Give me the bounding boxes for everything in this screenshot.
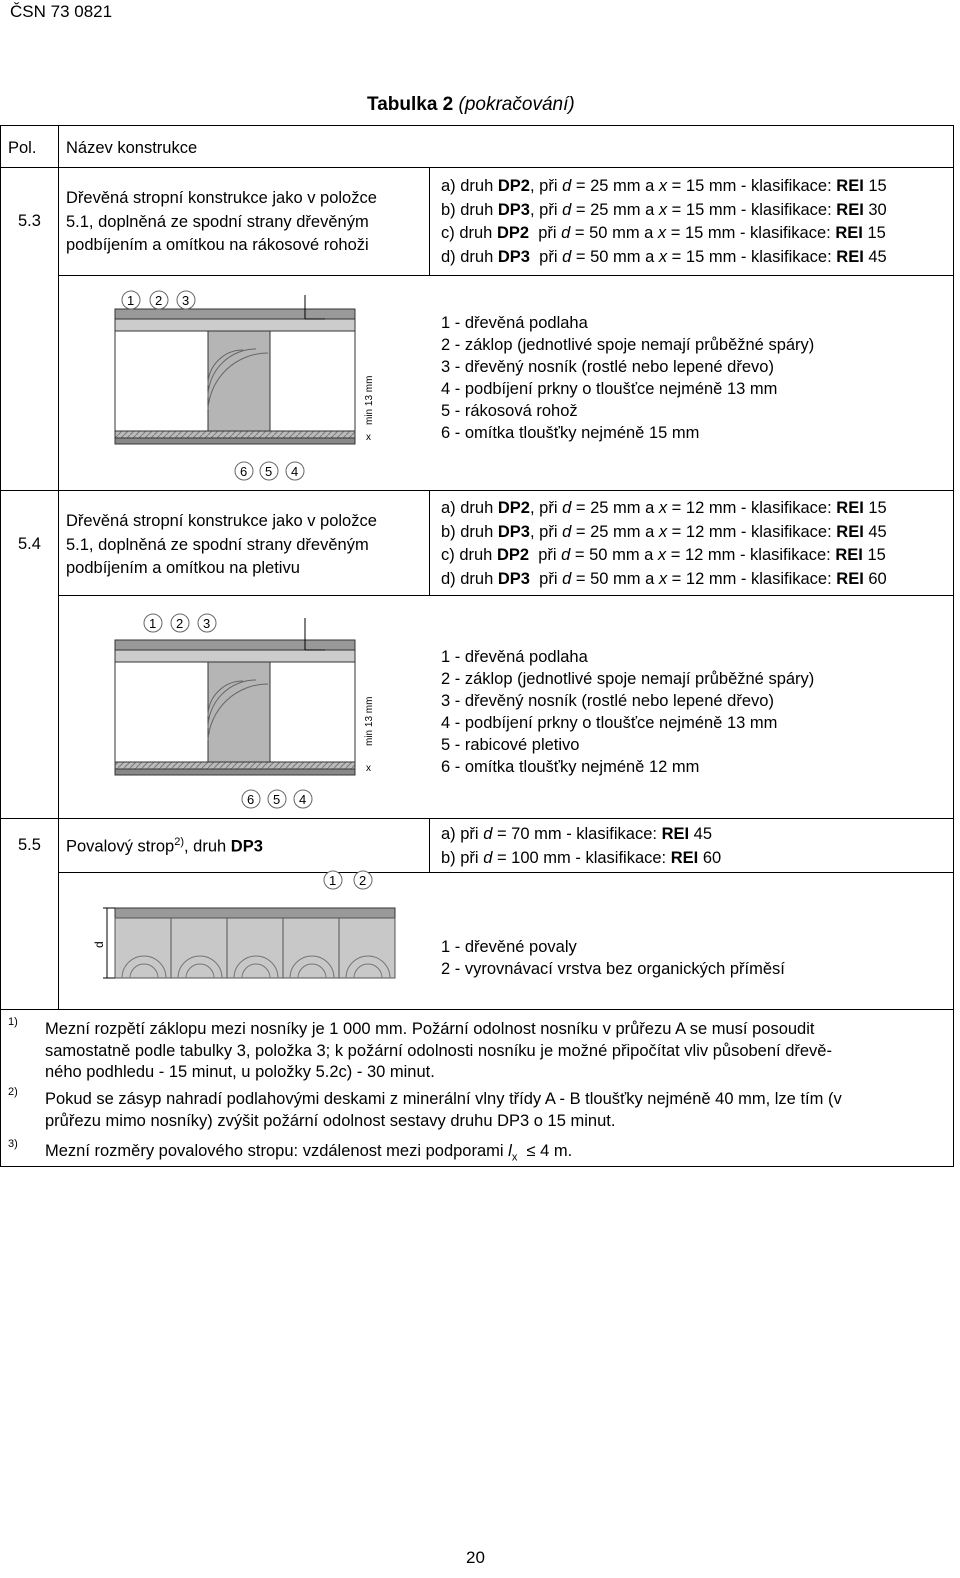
svg-text:6: 6 xyxy=(240,464,248,479)
figure-legend: 1 - dřevěné povaly 2 - vyrovnávací vrstva bez organických příměsí xyxy=(441,938,785,978)
dimension-label: min 13 mm xyxy=(364,696,375,746)
row-name: Dřevěná stropní konstrukce jako v položce 5.1, doplněná ze spodní strany dřevěným podbíjením a omítkou na pletivu xyxy=(66,512,377,577)
svg-text:2: 2 xyxy=(176,616,184,631)
callout-top xyxy=(122,291,195,309)
svg-text:2: 2 xyxy=(155,293,163,308)
dimension-label: min 13 mm xyxy=(364,375,375,425)
footnote-mark: 3) xyxy=(8,1138,18,1150)
svg-text:1: 1 xyxy=(149,616,157,631)
table-title-continuation: (pokračování) xyxy=(458,94,575,115)
svg-text:1: 1 xyxy=(329,873,337,888)
callout-top xyxy=(324,871,372,889)
callout-bottom xyxy=(242,790,312,808)
svg-text:1: 1 xyxy=(127,293,135,308)
log-floor-figure xyxy=(85,870,415,1002)
figure-legend: 1 - dřevěná podlaha 2 - záklop (jednotlivé spoje nemají průběžné spáry) 3 - dřevěný nosník (rostlé nebo lepené dřevo) 4 - podbíjení prkny o tloušťce nejméně 13 mm 5 - rákosová rohož 6 - omítka tloušťky nejméně 15 mm xyxy=(441,314,815,442)
classification-line: c) druh DP2 při d = 50 mm a x = 12 mm - klasifikace: REI 15 xyxy=(441,546,886,564)
floor-section-figure xyxy=(100,606,390,814)
svg-text:3: 3 xyxy=(203,616,211,631)
figure-legend: 1 - dřevěná podlaha 2 - záklop (jednotlivé spoje nemají průběžné spáry) 3 - dřevěný nosník (rostlé nebo lepené dřevo) 4 - podbíjení prkny o tloušťce nejméně 13 mm 5 - rabicové pletivo 6 - omítka tloušťky nejméně 12 mm xyxy=(441,648,815,776)
svg-text:5: 5 xyxy=(265,464,273,479)
row-pos: 5.5 xyxy=(18,836,41,854)
floor-section-figure xyxy=(100,285,390,485)
svg-text:3: 3 xyxy=(182,293,190,308)
footnote: Pokud se zásyp nahradí podlahovými deskami z minerální vlny třídy A - B tloušťky nejméně 40 mm, lze tím (v průřezu mimo nosníky) zvýšit požární odolnost sestavy druhu DP3 o 15 minut. xyxy=(45,1090,842,1130)
classification-line: b) druh DP3, při d = 25 mm a x = 12 mm - klasifikace: REI 45 xyxy=(441,522,887,541)
svg-text:5: 5 xyxy=(273,792,281,807)
classification-line: d) druh DP3 při d = 50 mm a x = 12 mm - klasifikace: REI 60 xyxy=(441,569,887,588)
column-header-name: Název konstrukce xyxy=(66,139,198,157)
row-name: Povalový strop$^{2)}$, druh DP3 xyxy=(66,836,263,856)
classification-list xyxy=(441,823,721,870)
classification-line: c) druh DP2 při d = 50 mm a x = 15 mm - klasifikace: REI 15 xyxy=(441,224,886,242)
svg-text:2: 2 xyxy=(359,873,367,888)
classification-list xyxy=(441,497,887,591)
svg-text:x: x xyxy=(366,432,371,443)
callout-top xyxy=(144,614,216,632)
svg-text:4: 4 xyxy=(291,464,299,479)
document-header: ČSN 73 0821 xyxy=(10,2,113,21)
row-name: Dřevěná stropní konstrukce jako v položce 5.1, doplněná ze spodní strany dřevěným podbíjením a omítkou na rákosové rohoži xyxy=(66,189,377,254)
column-header-pos: Pol. xyxy=(8,139,37,157)
row-pos: 5.3 xyxy=(18,212,41,230)
classification-list xyxy=(441,175,887,269)
classification-line: d) druh DP3 při d = 50 mm a x = 15 mm - klasifikace: REI 45 xyxy=(441,247,887,266)
page-number: 20 xyxy=(466,1548,485,1567)
footnote-mark: 1) xyxy=(8,1016,18,1028)
table-title xyxy=(367,94,575,116)
footnote-mark: 2) xyxy=(8,1086,18,1098)
callout-bottom xyxy=(235,462,304,480)
svg-text:6: 6 xyxy=(247,792,255,807)
svg-text:4: 4 xyxy=(299,792,307,807)
classification-line: b) při d = 100 mm - klasifikace: REI 60 xyxy=(441,848,722,867)
classification-line: b) druh DP3, při d = 25 mm a x = 15 mm - klasifikace: REI 30 xyxy=(441,200,887,219)
classification-line: a) druh DP2, při d = 25 mm a x = 15 mm - klasifikace: REI 15 xyxy=(441,177,887,195)
footnote: Mezní rozpětí záklopu mezi nosníky je 1 000 mm. Požární odolnost nosníku v průřezu A se musí posoudit samostatně podle tabulky 3, položka 3; k požární odolnosti nosníku je možné připočítat vliv působení dřevě- ného podhledu - 15 minut, u položky 5.2c) - 30 minut. xyxy=(45,1020,832,1081)
table-title-main: Tabulka 2 xyxy=(367,94,459,115)
row-pos: 5.4 xyxy=(18,535,41,553)
dimension-label: d xyxy=(92,941,106,948)
classification-line: a) při d = 70 mm - klasifikace: REI 45 xyxy=(441,825,713,843)
classification-line: a) druh DP2, při d = 25 mm a x = 12 mm - klasifikace: REI 15 xyxy=(441,499,887,517)
svg-text:x: x xyxy=(366,763,371,774)
footnote: Mezní rozměry povalového stropu: vzdálenost mezi podporami $l_x \le 4$ m. xyxy=(45,1142,573,1164)
